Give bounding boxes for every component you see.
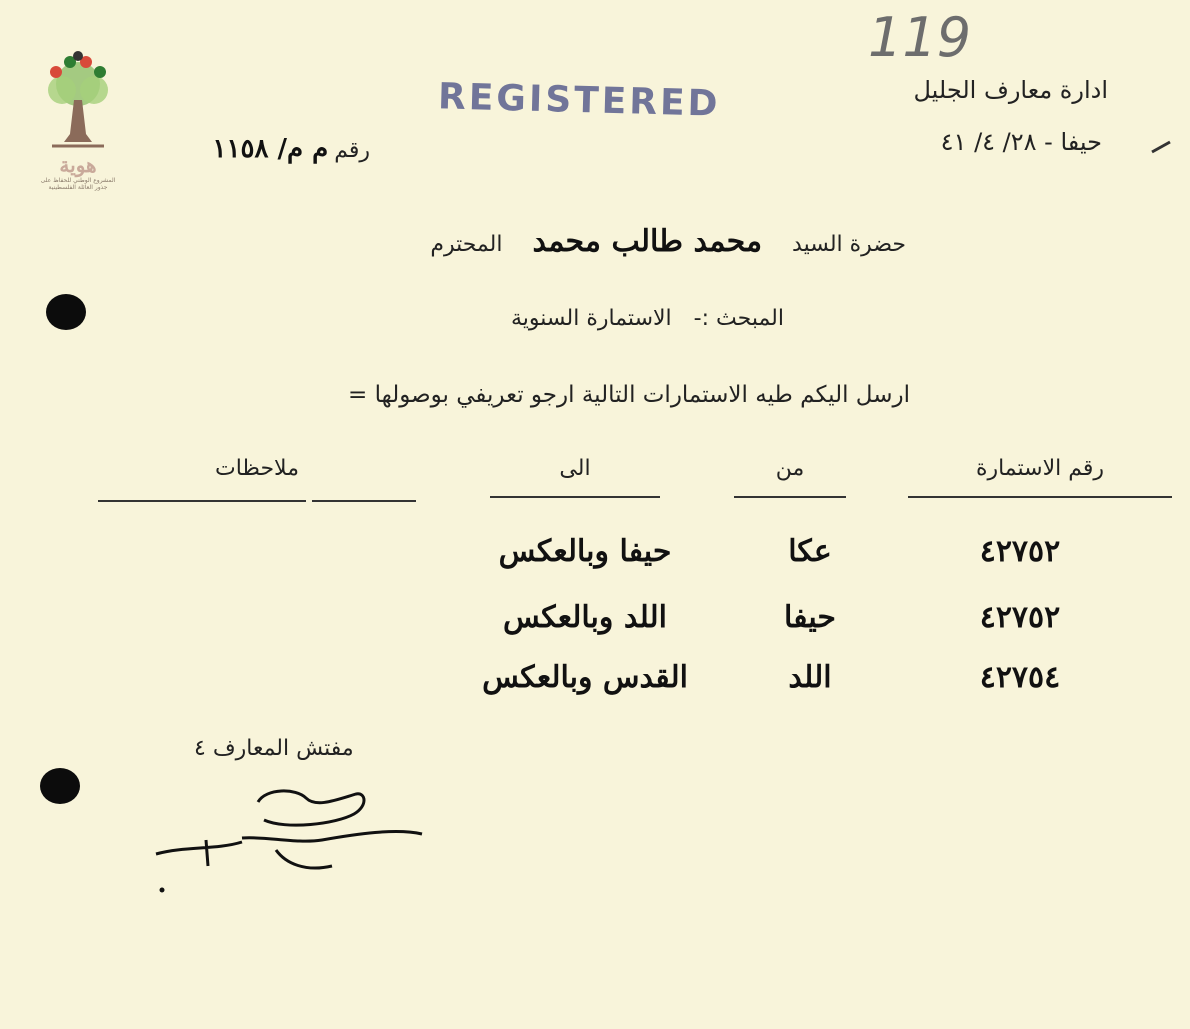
to-place: اللد وبالعكس bbox=[502, 600, 667, 635]
tree-logo-icon bbox=[34, 50, 122, 155]
subject-text: الاستمارة السنوية bbox=[511, 306, 672, 331]
punch-hole-bottom bbox=[40, 768, 80, 804]
from-place: اللد bbox=[788, 660, 832, 695]
punch-hole-top bbox=[46, 294, 86, 330]
handwritten-signature bbox=[146, 780, 436, 900]
column-header-from: من bbox=[775, 456, 805, 481]
table-row bbox=[0, 530, 1190, 600]
column-header-notes: ملاحظات bbox=[215, 456, 299, 481]
rule-to bbox=[490, 496, 660, 498]
rule-number bbox=[908, 496, 1172, 498]
place-date: حيفا - ٢٨/ ٤/ ٤١ bbox=[940, 128, 1102, 156]
form-number: ٤٢٧٥٢ bbox=[979, 600, 1061, 635]
to-place: حيفا وبالعكس bbox=[498, 534, 672, 569]
form-number: ٤٢٧٥٢ bbox=[979, 534, 1061, 569]
subject-label: المبحث :- bbox=[693, 306, 784, 331]
office-name: ادارة معارف الجليل bbox=[913, 76, 1108, 104]
rule-notes-a bbox=[98, 500, 306, 502]
logo-caption-2: جذور العائلة الفلسطينية bbox=[48, 184, 108, 191]
from-place: عكا bbox=[788, 534, 832, 569]
from-place: حيفا bbox=[784, 600, 836, 635]
addressee-line bbox=[430, 224, 906, 259]
to-place: القدس وبالعكس bbox=[482, 660, 688, 695]
subject-line bbox=[511, 306, 784, 331]
rule-notes-b bbox=[312, 500, 416, 502]
organization-logo bbox=[34, 50, 122, 210]
addressee-prefix: حضرة السيد bbox=[792, 232, 906, 257]
tick-mark-icon bbox=[1150, 140, 1174, 154]
column-header-to: الى bbox=[559, 456, 591, 481]
column-header-number: رقم الاستمارة bbox=[975, 456, 1105, 481]
reference-label: رقم bbox=[334, 138, 370, 163]
registered-stamp: REGISTERED bbox=[437, 76, 722, 125]
reference-block bbox=[170, 134, 370, 164]
reference-number: م م/ ١١٥٨ bbox=[212, 134, 329, 164]
body-text: ارسل اليكم طيه الاستمارات التالية ارجو تعريفي بوصولها = bbox=[348, 382, 910, 408]
logo-caption-1: المشروع الوطني للحفاظ على bbox=[40, 177, 116, 184]
logo-name: هوية bbox=[59, 153, 97, 177]
page-number: 119 bbox=[868, 6, 972, 69]
form-number: ٤٢٧٥٤ bbox=[979, 660, 1061, 695]
table-row bbox=[0, 596, 1190, 656]
addressee-suffix: المحترم bbox=[430, 232, 503, 257]
table-row bbox=[0, 656, 1190, 716]
rule-from bbox=[734, 496, 846, 498]
signature-title: مفتش المعارف ٤ bbox=[194, 736, 354, 761]
addressee-name: محمد طالب محمد bbox=[532, 224, 763, 259]
